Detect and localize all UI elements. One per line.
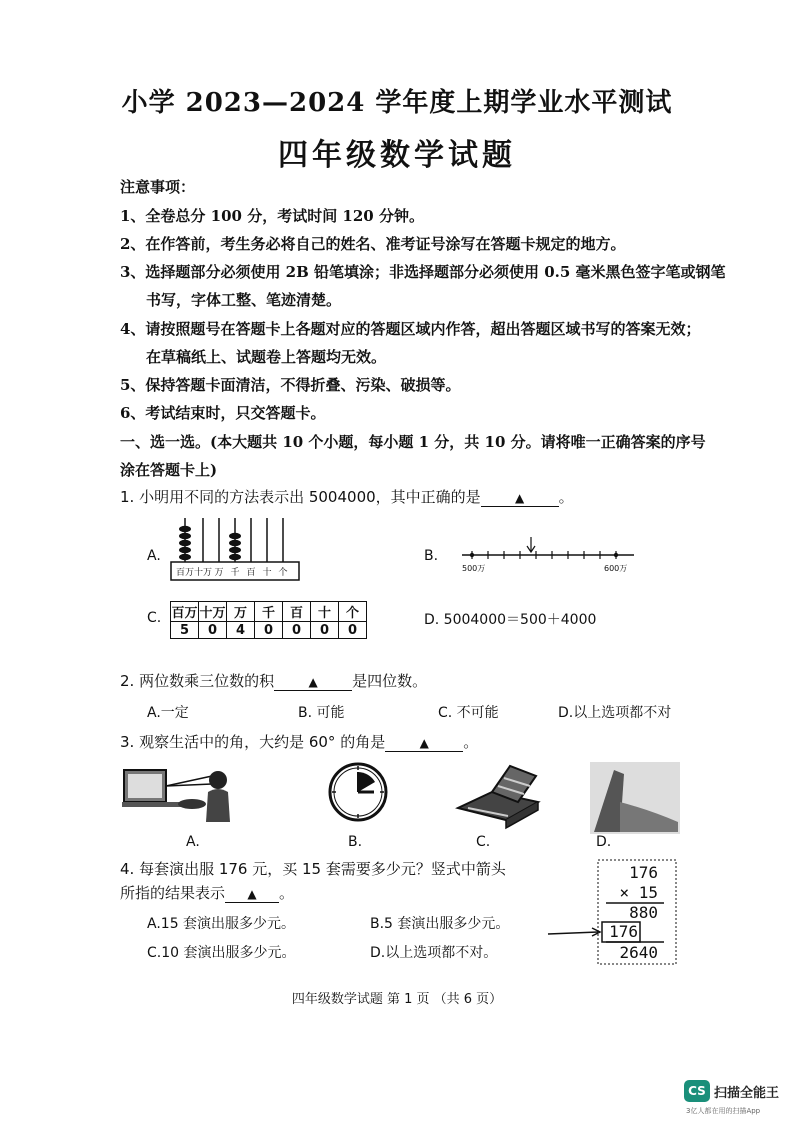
watermark-name: 扫描全能王 — [714, 1086, 780, 1101]
q3-label-a: A. — [186, 834, 200, 850]
abacus-label-7: 个 — [278, 568, 288, 578]
q3-label-d: D. — [596, 834, 612, 850]
q2-option-b: B. 可能 — [298, 705, 345, 721]
q2-option-c: C. 不可能 — [438, 705, 499, 721]
page-footer: 四年级数学试题 第 1 页 （共 6 页） — [291, 992, 503, 1007]
q1-option-c-label: C. — [147, 610, 162, 626]
note-4: 4、请按照题号在答题卡上各题对应的答题区域内作答，超出答题区域书写的答案无效； — [120, 320, 701, 338]
calc-multiplicand: 176 — [629, 863, 658, 882]
place-digit: 0 — [339, 622, 367, 639]
child-monitor-picture — [122, 762, 247, 832]
calc-partial-2: 176 — [609, 922, 638, 941]
abacus-label-5: 百 — [246, 568, 256, 578]
q2-stem: 2. 两位数乘三位数的积 ▲ 是四位数。 — [120, 672, 428, 690]
note-3-cont: 书写，字体工整、笔迹清楚。 — [146, 291, 342, 309]
note-2: 2、在作答前，考生务必将自己的姓名、准考证号涂写在答题卡规定的地方。 — [120, 235, 626, 253]
q4-option-b: B.5 套演出服多少元。 — [370, 916, 510, 932]
note-4-cont: 在草稿纸上、试题卷上答题均无效。 — [146, 348, 387, 366]
place-head: 十 — [311, 602, 339, 622]
arrow-icon — [548, 932, 598, 934]
numberline-left-label: 500万 — [462, 564, 486, 573]
note-6: 6、考试结束时，只交答题卡。 — [120, 404, 326, 422]
camscanner-logo: CS — [684, 1080, 710, 1102]
q4-blank: ▲ — [225, 886, 279, 903]
place-digit: 0 — [255, 622, 283, 639]
q1-text: 1. 小明用不同的方法表示出 5004000，其中正确的是 — [120, 488, 481, 506]
clock-icon — [326, 760, 390, 824]
place-digit: 0 — [283, 622, 311, 639]
section1-line2: 涂在答题卡上) — [120, 461, 218, 479]
abacus-label-2: 十万 — [193, 568, 213, 578]
place-head: 百万 — [171, 602, 199, 622]
abacus-diagram — [165, 512, 305, 584]
abacus-label-3: 万 — [214, 568, 224, 578]
place-head: 万 — [227, 602, 255, 622]
abacus-label-1: 百万 — [175, 568, 195, 578]
q3-stem: 3. 观察生活中的角，大约是 60° 的角是 ▲ 。 — [120, 733, 479, 751]
q1-option-a-label: A. — [147, 548, 161, 564]
exam-header: 小学 2023—2024 学年度上期学业水平测试 — [121, 88, 673, 118]
numberline-right-label: 600万 — [604, 564, 628, 573]
q1-option-d: D. 5004000＝500＋4000 — [424, 612, 597, 628]
q4-option-d: D.以上选项都不对。 — [370, 945, 498, 961]
abacus-label-6: 十 — [262, 568, 272, 578]
note-1: 1、全卷总分 100 分，考试时间 120 分钟。 — [120, 207, 424, 225]
abacus-label-4: 千 — [230, 568, 240, 578]
place-head: 千 — [255, 602, 283, 622]
vertical-multiplication — [540, 858, 680, 968]
calc-partial-1: 880 — [629, 903, 658, 922]
q4-option-a: A.15 套演出服多少元。 — [147, 916, 296, 932]
q3-label-c: C. — [476, 834, 491, 850]
place-digit: 0 — [199, 622, 227, 639]
place-head: 十万 — [199, 602, 227, 622]
place-digit: 0 — [311, 622, 339, 639]
q4-stem-2: 所指的结果表示 ▲ 。 — [120, 884, 295, 902]
watermark-tagline: 3亿人都在用的扫描App — [686, 1107, 761, 1115]
q2-option-d: D.以上选项都不对 — [558, 705, 672, 721]
notes-heading: 注意事项： — [120, 178, 196, 196]
q1-stem: 1. 小明用不同的方法表示出 5004000，其中正确的是 ▲ 。 — [120, 488, 574, 506]
note-5: 5、保持答题卡面清洁，不得折叠、污染、破损等。 — [120, 376, 461, 394]
note-3: 3、选择题部分必须使用 2B 铅笔填涂；非选择题部分必须使用 0.5 毫米黑色签字笔或钢笔 — [120, 263, 726, 281]
exam-title: 四年级数学试题 — [278, 138, 516, 173]
ramp-picture — [590, 762, 680, 834]
q2-blank: ▲ — [274, 674, 352, 691]
place-head: 百 — [283, 602, 311, 622]
q2-option-a: A.一定 — [147, 705, 189, 721]
place-head: 个 — [339, 602, 367, 622]
number-line — [458, 535, 638, 577]
q3-blank: ▲ — [385, 735, 463, 752]
calc-product: 2640 — [619, 943, 658, 962]
place-digit: 4 — [227, 622, 255, 639]
q1-option-b-label: B. — [424, 548, 439, 564]
calc-multiplier: × 15 — [619, 883, 658, 902]
q4-stem-1: 4. 每套演出服 176 元，买 15 套需要多少元？竖式中箭头 — [120, 860, 506, 878]
section1-line1: 一、选一选。(本大题共 10 个小题，每小题 1 分，共 10 分。请将唯一正确答案的序号 — [120, 433, 706, 451]
q4-option-c: C.10 套演出服多少元。 — [147, 945, 296, 961]
q3-label-b: B. — [348, 834, 363, 850]
place-digit: 5 — [171, 622, 199, 639]
q1-blank: ▲ — [481, 490, 559, 507]
place-value-table — [170, 601, 367, 639]
lounge-chair-picture — [452, 762, 544, 832]
